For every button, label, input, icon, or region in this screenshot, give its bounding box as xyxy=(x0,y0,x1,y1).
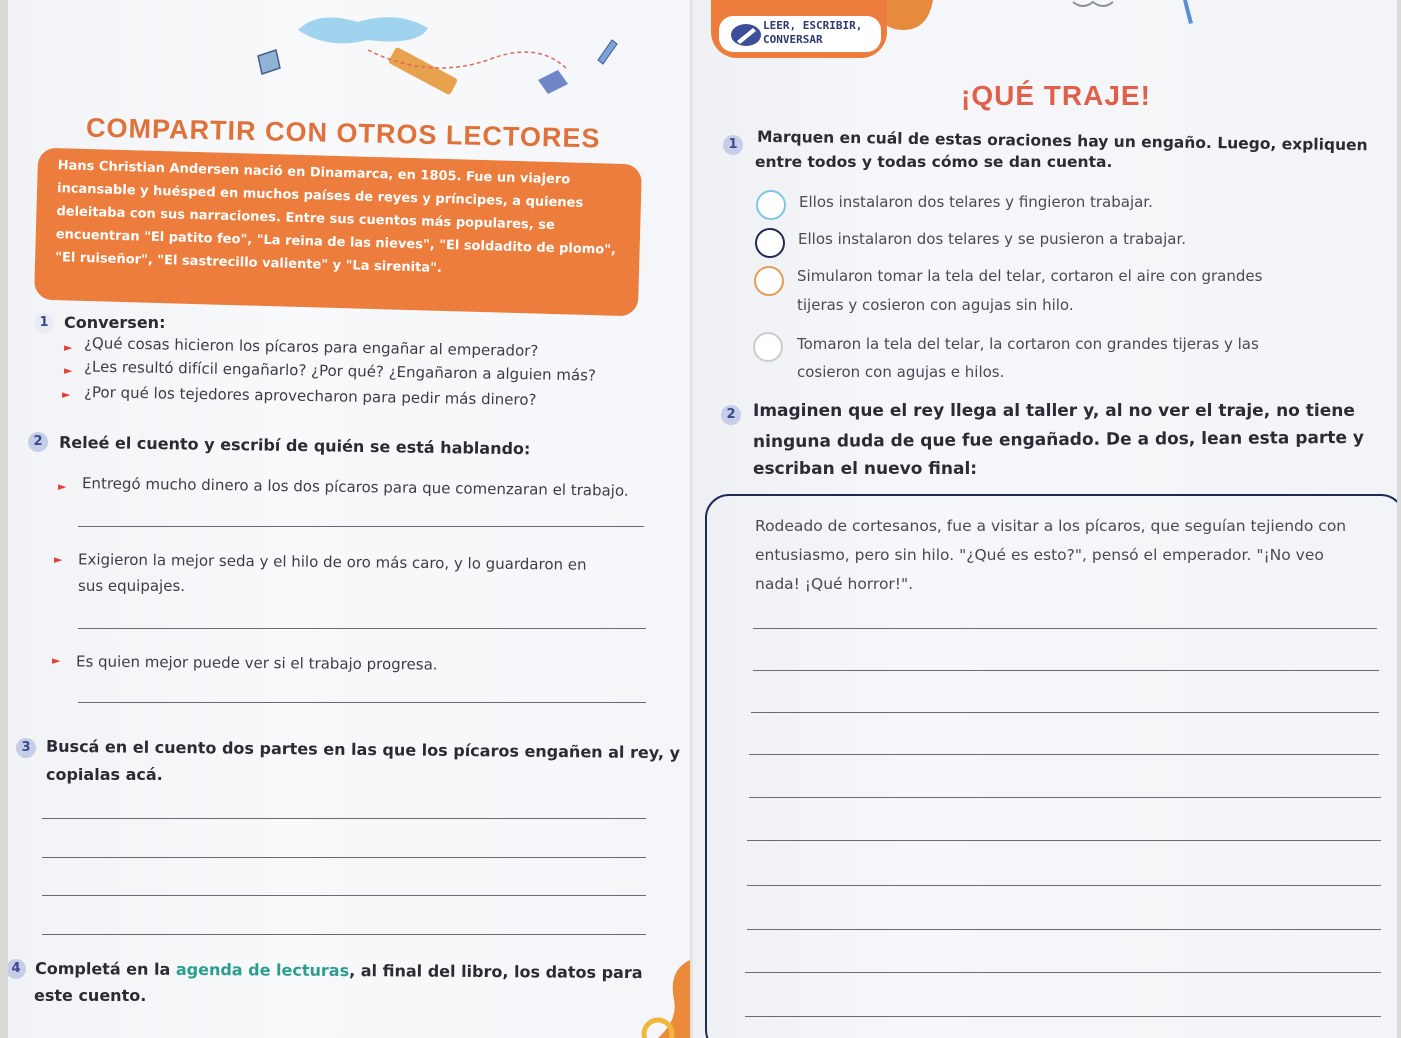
answer-line[interactable] xyxy=(747,840,1381,841)
school-supplies-illustration xyxy=(238,10,658,110)
bullet-arrow-icon: ► xyxy=(64,341,73,354)
page-title: COMPARTIR CON OTROS LECTORES xyxy=(85,112,601,154)
q2-bullet-1: Entregó mucho dinero a los dos pícaros para que comenzaran el trabajo. xyxy=(81,474,629,500)
question-2-text-line1: Imaginen que el rey llega al taller y, al no ver el traje, no tiene xyxy=(753,401,1355,421)
answer-line[interactable] xyxy=(753,628,1377,629)
page-title: ¡QUÉ TRAJE! xyxy=(961,80,1151,111)
q2-bullet-2-cont: sus equipajes. xyxy=(78,577,186,595)
answer-line[interactable] xyxy=(747,929,1381,930)
question-4-text-line1 xyxy=(35,956,643,986)
question-number-2: 2 xyxy=(28,432,48,452)
bullet-arrow-icon: ► xyxy=(54,553,63,566)
pen-icon xyxy=(729,22,763,48)
book-icon xyxy=(258,50,280,74)
bullet-arrow-icon: ► xyxy=(62,388,71,401)
answer-line[interactable] xyxy=(745,1016,1381,1017)
right-page xyxy=(693,0,1397,1038)
author-bio-box: Hans Christian Andersen nació en Dinamarca, en 1805. Fue un viajero incansable y huésped en muchos países de reyes y príncipes, a quienes deleitaba con sus narraciones. Entre sus cuentos más populares, se encuentran "El patito feo", "La reina de las nieves", "El soldadito de plomo", "El ruiseñor", "El sastrecillo valiente" y "La sirenita". xyxy=(34,148,642,317)
section-tag-line1: LEER, ESCRIBIR, xyxy=(763,19,863,32)
corner-decoration xyxy=(618,960,690,1038)
q1-bullet-3: ¿Por qué los tejedores aprovecharon para pedir más dinero? xyxy=(83,383,537,409)
option-3-text-line2: tijeras y cosieron con agujas sin hilo. xyxy=(797,296,1074,314)
question-1-text: Conversen: xyxy=(64,313,166,332)
answer-line[interactable] xyxy=(78,628,646,629)
option-3-text-line1: Simularon tomar la tela del telar, cortaron el aire con grandes xyxy=(797,267,1263,285)
answer-line[interactable] xyxy=(78,526,644,527)
question-number-3: 3 xyxy=(16,738,36,758)
question-3-text-line1: Buscá en el cuento dos partes en las que los pícaros engañen al rey, y xyxy=(45,736,681,763)
bullet-arrow-icon: ► xyxy=(52,654,61,667)
q2-bullet-2: Exigieron la mejor seda y el hilo de oro más caro, y lo guardaron en xyxy=(77,550,587,574)
question-number-1: 1 xyxy=(723,135,743,155)
option-2-text: Ellos instalaron dos telares y se pusieron a trabajar. xyxy=(798,230,1187,248)
ruler-icon xyxy=(388,47,458,96)
option-2-radio[interactable] xyxy=(755,228,785,258)
answer-line[interactable] xyxy=(42,895,646,896)
q1-bullet-2: ¿Les resultó difícil engañarlo? ¿Por qué? ¿Engañaron a alguien más? xyxy=(83,357,597,385)
q1-bullet-1: ¿Qué cosas hicieron los pícaros para engañar al emperador? xyxy=(83,334,539,360)
pencil-icon xyxy=(598,40,617,64)
q4-text-after: , al final del libro, los datos para xyxy=(349,961,643,983)
answer-line[interactable] xyxy=(749,754,1379,755)
question-number-1: 1 xyxy=(34,313,54,333)
question-2-text-line2: ninguna duda de que fue engañado. De a dos, lean esta parte y xyxy=(752,427,1365,453)
q4-text-before: Completá en la xyxy=(34,958,176,979)
answer-line[interactable] xyxy=(42,818,646,819)
left-page xyxy=(8,0,690,1038)
cloud-shape xyxy=(298,17,428,43)
q2-bullet-3: Es quien mejor puede ver si el trabajo progresa. xyxy=(75,652,438,674)
question-4-text-line2: este cuento. xyxy=(34,986,147,1005)
question-number-4: 4 xyxy=(8,959,26,979)
answer-line[interactable] xyxy=(753,670,1379,671)
question-3-text-line2: copialas acá. xyxy=(46,765,163,784)
option-1-radio[interactable] xyxy=(756,190,786,220)
option-4-text-line1: Tomaron la tela del telar, la cortaron con grandes tijeras y las xyxy=(797,335,1259,353)
question-2-text-line3: escriban el nuevo final: xyxy=(753,459,978,479)
section-tag-line2: CONVERSAR xyxy=(763,33,823,46)
answer-line[interactable] xyxy=(745,972,1381,973)
answer-line[interactable] xyxy=(42,857,646,858)
option-1-text: Ellos instalaron dos telares y fingieron trabajar. xyxy=(799,193,1153,211)
option-3-radio[interactable] xyxy=(754,266,784,296)
section-tag-text xyxy=(763,19,862,47)
answer-line[interactable] xyxy=(751,712,1379,713)
bullet-arrow-icon: ► xyxy=(64,364,73,377)
reading-agenda-link[interactable]: agenda de lecturas xyxy=(175,959,350,981)
answer-line[interactable] xyxy=(749,797,1381,798)
story-excerpt: Rodeado de cortesanos, fue a visitar a los pícaros, que seguían tejiendo con entusiasmo, pero sin hilo. "¿Qué es esto?", pensó el emperador. "¡No veo nada! ¡Qué horror!". xyxy=(755,517,1347,593)
answer-line[interactable] xyxy=(42,934,646,935)
answer-line[interactable] xyxy=(747,885,1381,886)
question-1-text-line2: entre todos y todas cómo se dan cuenta. xyxy=(755,153,1113,171)
bullet-arrow-icon: ► xyxy=(58,480,67,493)
question-1-text-line1: Marquen en cuál de estas oraciones hay un engaño. Luego, expliquen xyxy=(756,127,1368,155)
question-number-2: 2 xyxy=(721,405,741,425)
top-scribble-decoration xyxy=(1033,0,1233,28)
eraser-icon xyxy=(538,70,568,94)
question-2-text: Releé el cuento y escribí de quién se está hablando: xyxy=(58,432,531,459)
option-4-radio[interactable] xyxy=(753,332,783,362)
answer-line[interactable] xyxy=(78,702,646,703)
option-4-text-line2: cosieron con agujas e hilos. xyxy=(797,363,1005,381)
